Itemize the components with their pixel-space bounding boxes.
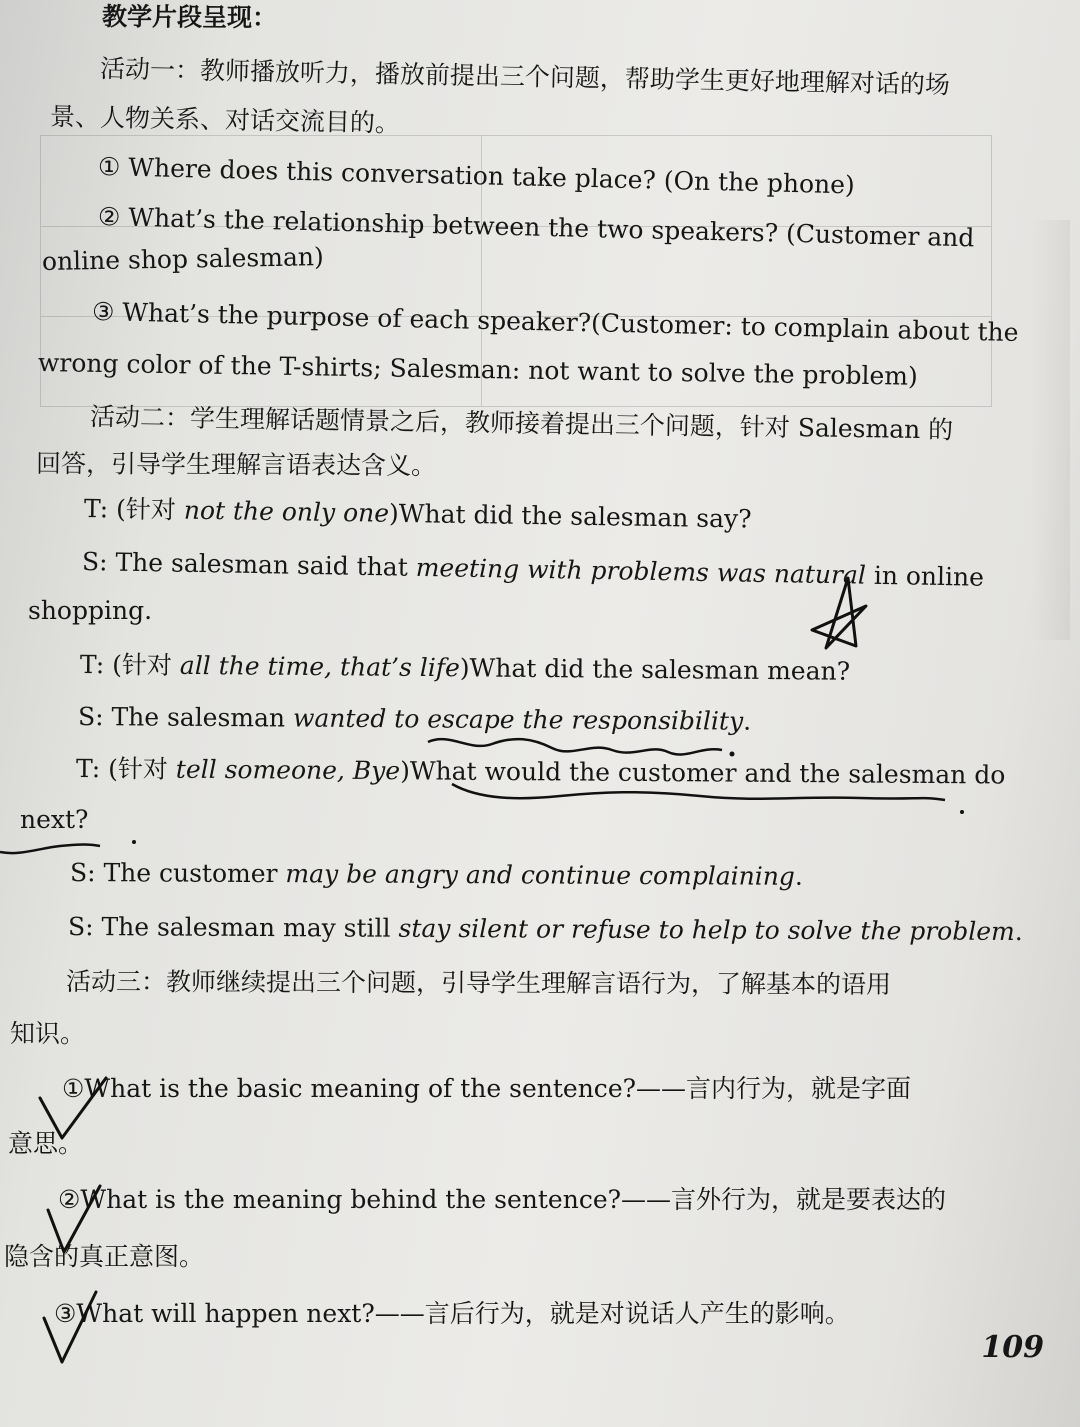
activity1-question1: ① Where does this conversation take place? (On the phone) [97,152,856,200]
activity1-intro-line2: 景、人物关系、对话交流目的。 [49,102,401,138]
check-mark-3 [44,1292,96,1362]
wavy-underline-2 [452,784,945,800]
teacher-question-3: T: (针对 tell someone, Bye)What would the customer and the salesman do [75,754,1006,790]
activity1-question3-line1: ③ What’s the purpose of each speaker?(Customer: to complain about the [91,297,1019,348]
wavy-underline-1 [428,739,722,754]
section-heading: 教学片段呈现： [101,2,278,33]
activity3-question2-line2: 隐含的真正意图。 [4,1242,205,1271]
student-answer-4: S: The salesman may still stay silent or refuse to help to solve the problem. [67,912,1023,946]
student-answer-2: S: The salesman wanted to escape the responsibility. [77,702,752,736]
wavy-underline-3 [0,845,100,854]
activity3-question1-line1: ①What is the basic meaning of the sentence?——言内行为，就是字面 [62,1074,912,1103]
activity3-question3: ③What will happen next?——言后行为，就是对说话人产生的影响。 [54,1299,850,1328]
teacher-question-3-cont: next? [20,805,89,834]
activity2-intro-line2: 回答，引导学生理解言语表达含义。 [35,449,437,481]
activity1-question2-line1: ② What’s the relationship between the two speakers? (Customer and [97,202,975,253]
check-mark-2 [48,1186,100,1252]
activity1-intro-line1: 活动一：教师播放听力，播放前提出三个问题，帮助学生更好地理解对话的场 [99,54,951,100]
teacher-question-2: T: (针对 all the time, that’s life)What did the salesman mean? [79,650,851,686]
student-answer-1-cont: shopping. [28,596,153,625]
page-number: 109 [981,1330,1044,1365]
activity1-question2-line2: online shop salesman) [41,242,324,276]
activity2-intro-line1: 活动二：学生理解话题情景之后，教师接着提出三个问题，针对 Salesman 的 [89,402,954,445]
student-answer-1: S: The salesman said that meeting with problems was natural in online [81,547,985,592]
activity3-question2-line1: ②What is the meaning behind the sentence?——言外行为，就是要表达的 [58,1185,947,1214]
star-mark [812,578,866,648]
check-mark-1 [40,1078,106,1138]
activity1-question3-line2: wrong color of the T-shirts; Salesman: not want to solve the problem) [37,348,918,391]
activity3-intro-line2: 知识。 [10,1019,86,1048]
activity3-question1-line2: 意思。 [8,1129,84,1158]
activity3-intro-line1: 活动三：教师继续提出三个问题，引导学生理解言语行为，了解基本的语用 [65,967,892,999]
teacher-question-1: T: (针对 not the only one)What did the salesman say? [83,494,752,534]
student-answer-3: S: The customer may be angry and continue complaining. [69,858,803,891]
